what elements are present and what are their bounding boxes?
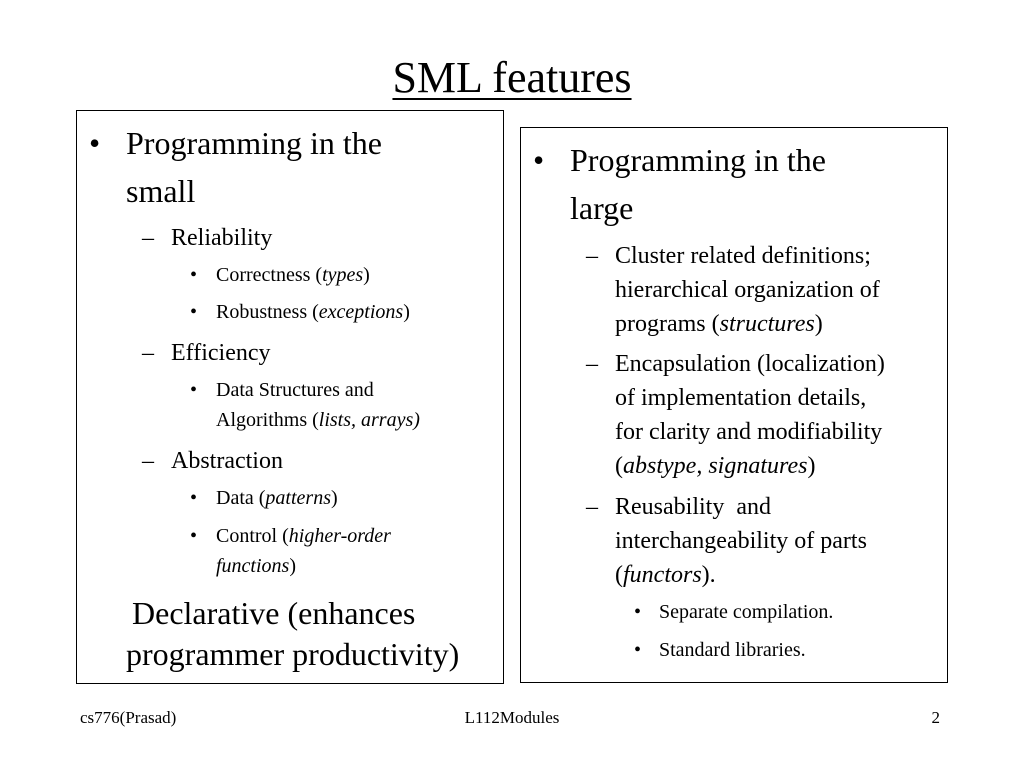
bullet-marker: • [190,487,198,509]
bullet-marker: • [634,639,642,661]
right-content-box: • Programming in the large – Cluster related definitions; hierarchical organization of programs (structures) – Encapsulation (localization) of implementation details, for clarity and modifiability (abstype, signatures) – Reusability and interchangeability of parts (functors). • Separate compilation. • Standard libraries. [520,127,948,683]
bullet-marker: • [190,301,198,323]
dash-marker: – [586,351,598,377]
footer-author: cs776(Prasad) [80,708,177,727]
left-heading-line2: small [126,173,196,209]
footer-filename: L112Modules [464,708,560,727]
right-heading-line1: Programming in the [570,142,826,178]
bullet-marker: • [89,125,101,161]
footer-page-number: 2 [931,708,940,727]
slide-title: SML features [392,53,632,102]
dash-marker: – [142,340,154,366]
bullet-marker: • [533,142,545,178]
dash-marker: – [586,494,598,520]
bullet-marker: • [190,525,198,547]
right-heading-line2: large [570,190,634,226]
dash-marker: – [142,225,154,251]
bullet-marker: • [190,379,198,401]
left-heading-line1: Programming in the [126,125,382,161]
bullet-marker: • [634,601,642,623]
dash-marker: – [142,448,154,474]
bullet-marker: • [190,264,198,286]
dash-marker: – [586,243,598,269]
left-content-box: • Programming in the small – Reliability • Correctness (types) • Robustness (exceptions) – Efficiency • Data Structures and Algorithms (lists, arrays) – Abstraction • Data (patterns) • Control (higher-order functions) Declarative (enhances programmer productivity) [76,110,504,684]
